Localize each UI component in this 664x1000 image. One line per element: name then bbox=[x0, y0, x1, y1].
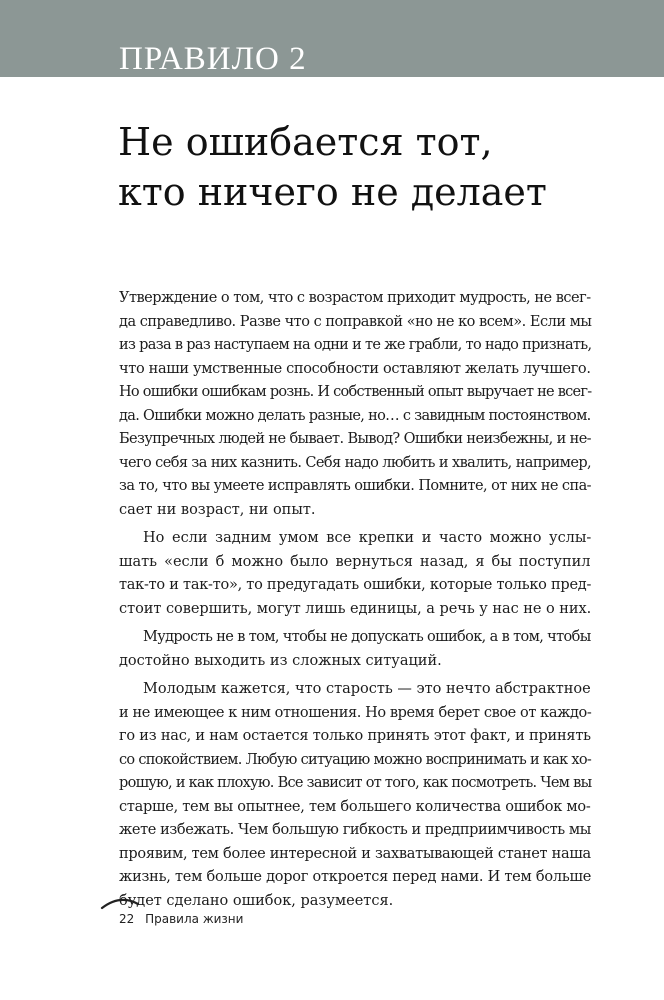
text-line: го из нас, и нам остается только принять этот факт, и принять bbox=[119, 728, 591, 744]
text-line: Но ошибки ошибкам рознь. И собственный опыт выручает не всег- bbox=[119, 384, 592, 400]
text-line: что наши умственные способности оставляют желать лучшего. bbox=[119, 360, 591, 377]
text-line: да справедливо. Разве что с поправкой «но не ко всем». Если мы bbox=[119, 313, 592, 330]
text-line: жизнь, тем больше дорог откроется перед нами. И тем больше bbox=[119, 869, 592, 885]
text-line: рошую, и как плохую. Все зависит от того, как посмотреть. Чем вы bbox=[119, 775, 592, 791]
text-line: Мудрость не в том, чтобы не допускать ошибок, а в том, чтобы bbox=[143, 629, 591, 645]
chapter-title-line-1: Не ошибается тот, bbox=[118, 120, 493, 164]
text-line: Но если задним умом все крепки и часто можно услы- bbox=[143, 530, 592, 546]
text-line: да. Ошибки можно делать разные, но… с завидным постоянством. bbox=[119, 407, 591, 424]
text-line: со спокойствием. Любую ситуацию можно воспринимать и как хо- bbox=[119, 751, 592, 768]
text-line: Утверждение о том, что с возрастом приходит мудрость, не всег- bbox=[119, 290, 591, 306]
chapter-title bbox=[118, 117, 638, 217]
text-line: сает ни возраст, ни опыт. bbox=[119, 501, 316, 518]
text-line: Молодым кажется, что старость — это нечто абстрактное bbox=[143, 681, 591, 697]
chapter-header-band bbox=[0, 0, 664, 77]
text-line: будет сделано ошибок, разумеется. bbox=[119, 892, 394, 909]
text-line: старше, тем вы опытнее, тем большего количества ошибок мо- bbox=[119, 798, 591, 815]
text-line: чего себя за них казнить. Себя надо любить и хвалить, например, bbox=[119, 454, 592, 471]
text-line: и не имеющее к ним отношения. Но время берет свое от каждо- bbox=[119, 704, 592, 721]
text-line: проявим, тем более интересной и захватывающей станет наша bbox=[119, 845, 591, 862]
paragraph bbox=[119, 527, 591, 621]
paragraph bbox=[119, 678, 591, 913]
page-number: 22 bbox=[119, 912, 135, 926]
page-footer bbox=[119, 912, 243, 926]
text-line: так-то и так-то», то предугадать ошибки, которые только пред- bbox=[119, 577, 592, 593]
running-title: Правила жизни bbox=[145, 912, 244, 926]
text-line: достойно выходить из сложных ситуаций. bbox=[119, 652, 442, 669]
text-line: из раза в раз наступаем на одни и те же грабли, то надо признать, bbox=[119, 337, 592, 353]
text-line: жете избежать. Чем большую гибкость и предприимчивость мы bbox=[119, 822, 591, 838]
body-text bbox=[119, 287, 591, 913]
text-line: Безупречных людей не бывает. Вывод? Ошибки неизбежны, и не- bbox=[119, 431, 591, 447]
text-line: стоит совершить, могут лишь единицы, а речь у нас не о них. bbox=[119, 600, 592, 617]
paragraph bbox=[119, 287, 591, 522]
text-line: шать «если б можно было вернуться назад, я бы поступил bbox=[119, 553, 591, 570]
text-line: за то, что вы умеете исправлять ошибки. Помните, от них не спа- bbox=[119, 478, 592, 494]
footer-arc-ornament bbox=[100, 896, 140, 910]
paragraph bbox=[119, 626, 591, 673]
rule-label: ПРАВИЛО 2 bbox=[119, 41, 307, 77]
chapter-title-line-2: кто ничего не делает bbox=[118, 170, 547, 214]
